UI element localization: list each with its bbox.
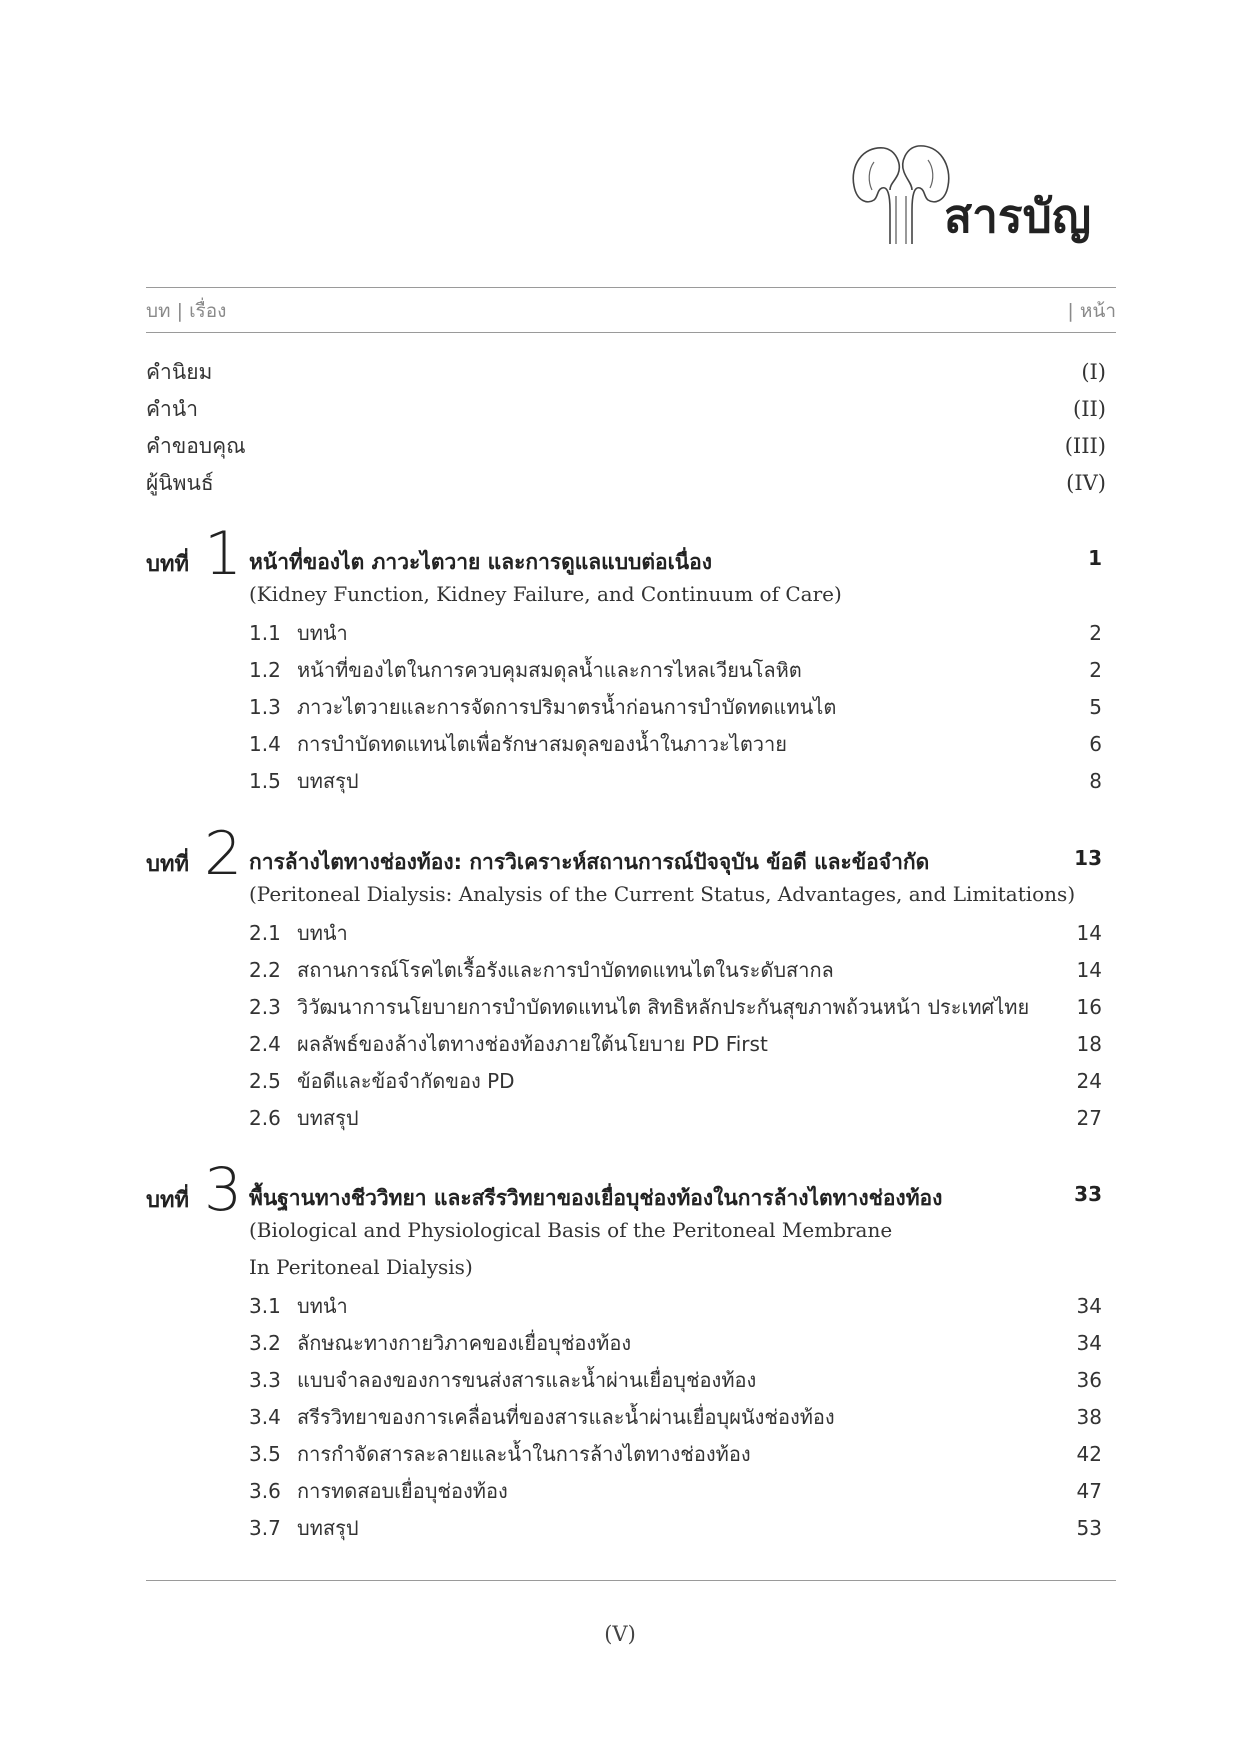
section-number: 2.6 (249, 1106, 281, 1130)
section-number: 2.4 (249, 1032, 281, 1056)
section-number: 2.3 (249, 995, 281, 1019)
section-page: 36 (1076, 1368, 1102, 1392)
chapter-number: 3 (204, 1155, 243, 1225)
toc-section[interactable] (249, 1289, 348, 1323)
chapter-word: บทที่ (146, 1188, 189, 1213)
section-title: การบำบัดทดแทนไตเพื่อรักษาสมดุลของน้ำในภาวะไตวาย (297, 732, 787, 756)
chapter-page: 33 (1074, 1182, 1102, 1206)
section-page: 8 (1089, 769, 1102, 793)
section-number: 3.1 (249, 1294, 281, 1318)
section-title: ลักษณะทางกายวิภาคของเยื่อบุช่องท้อง (297, 1331, 632, 1355)
toc-entry[interactable] (146, 355, 1116, 389)
section-number: 1.5 (249, 769, 281, 793)
section-number: 2.5 (249, 1069, 281, 1093)
toc-section[interactable] (249, 916, 348, 950)
header-top-rule (146, 287, 1116, 288)
chapter-english-title: (Kidney Function, Kidney Failure, and Continuum of Care) (249, 582, 842, 606)
section-title: บทนำ (297, 621, 348, 645)
toc-section[interactable] (249, 764, 359, 798)
section-title: ผลลัพธ์ของล้างไตทางช่องท้องภายใต้นโยบาย PD First (297, 1032, 768, 1056)
toc-entry[interactable] (146, 392, 1116, 426)
chapter-title[interactable]: การล้างไตทางช่องท้อง: การวิเคราะห์สถานการณ์ปัจจุบัน ข้อดี และข้อจำกัด (249, 850, 930, 874)
section-page: 38 (1076, 1405, 1102, 1429)
toc-entry-label: คำนิยม (146, 359, 213, 384)
section-number: 2.1 (249, 921, 281, 945)
section-number: 1.3 (249, 695, 281, 719)
section-page: 2 (1089, 658, 1102, 682)
section-title: ข้อดีและข้อจำกัดของ PD (297, 1069, 515, 1093)
section-title: ภาวะไตวายและการจัดการปริมาตรน้ำก่อนการบำบัดทดแทนไต (297, 695, 837, 719)
toc-section[interactable] (249, 1064, 515, 1098)
section-title: หน้าที่ของไตในการควบคุมสมดุลน้ำและการไหลเวียนโลหิต (297, 658, 802, 682)
chapter-title[interactable]: หน้าที่ของไต ภาวะไตวาย และการดูแลแบบต่อเนื่อง (249, 550, 713, 574)
chapter-page: 13 (1074, 846, 1102, 870)
section-page: 53 (1076, 1516, 1102, 1540)
chapter-word: บทที่ (146, 852, 189, 877)
section-number: 2.2 (249, 958, 281, 982)
section-title: บทนำ (297, 1294, 348, 1318)
section-page: 16 (1076, 995, 1102, 1019)
toc-section[interactable] (249, 1437, 751, 1471)
toc-entry[interactable] (146, 429, 1116, 463)
toc-entry-page: (I) (1081, 360, 1106, 384)
page-title: สารบัญ (944, 189, 1092, 243)
section-page: 18 (1076, 1032, 1102, 1056)
header-left-label: บท | เรื่อง (146, 300, 227, 322)
toc-entry-page: (IV) (1066, 471, 1106, 495)
toc-section[interactable] (249, 990, 1029, 1024)
section-page: 42 (1076, 1442, 1102, 1466)
toc-section[interactable] (249, 1101, 359, 1135)
toc-entry-label: คำขอบคุณ (146, 433, 246, 458)
section-page: 6 (1089, 732, 1102, 756)
section-number: 1.1 (249, 621, 281, 645)
section-page: 47 (1076, 1479, 1102, 1503)
chapter-number: 1 (204, 519, 243, 589)
chapter-number: 2 (204, 819, 243, 889)
section-page: 34 (1076, 1294, 1102, 1318)
section-title: บทนำ (297, 921, 348, 945)
toc-section[interactable] (249, 616, 348, 650)
section-number: 3.2 (249, 1331, 281, 1355)
section-title: สรีรวิทยาของการเคลื่อนที่ของสารและน้ำผ่านเยื่อบุผนังช่องท้อง (297, 1405, 835, 1429)
header-right-label: | หน้า (1067, 300, 1116, 322)
page-title-block (844, 140, 1124, 260)
section-number: 3.6 (249, 1479, 281, 1503)
section-title: การกำจัดสารละลายและน้ำในการล้างไตทางช่องท้อง (297, 1442, 751, 1466)
section-number: 3.4 (249, 1405, 281, 1429)
toc-entry-label: คำนำ (146, 396, 198, 421)
toc-section[interactable] (249, 1511, 359, 1545)
section-number: 1.4 (249, 732, 281, 756)
toc-section[interactable] (249, 653, 802, 687)
section-title: วิวัฒนาการนโยบายการบำบัดทดแทนไต สิทธิหลักประกันสุขภาพถ้วนหน้า ประเทศไทย (297, 995, 1030, 1019)
section-title: แบบจำลองของการขนส่งสารและน้ำผ่านเยื่อบุช่องท้อง (297, 1368, 757, 1392)
kidney-icon (844, 140, 954, 250)
section-title: บทสรุป (297, 769, 359, 793)
toc-section[interactable] (249, 1400, 835, 1434)
chapter-english-title: (Biological and Physiological Basis of the Peritoneal Membrane (249, 1218, 893, 1242)
toc-entry[interactable] (146, 466, 1116, 500)
section-page: 14 (1076, 921, 1102, 945)
toc-section[interactable] (249, 727, 787, 761)
toc-section[interactable] (249, 690, 836, 724)
header-bottom-rule (146, 332, 1116, 333)
toc-section[interactable] (249, 1474, 508, 1508)
toc-section[interactable] (249, 953, 834, 987)
section-title: บทสรุป (297, 1106, 359, 1130)
chapter-page: 1 (1088, 546, 1102, 570)
page-number: (V) (604, 1622, 636, 1646)
section-page: 34 (1076, 1331, 1102, 1355)
section-page: 24 (1076, 1069, 1102, 1093)
toc-entry-page: (II) (1073, 397, 1106, 421)
toc-entry-label: ผู้นิพนธ์ (146, 470, 214, 495)
footer-rule (146, 1580, 1116, 1581)
section-page: 14 (1076, 958, 1102, 982)
section-page: 5 (1089, 695, 1102, 719)
toc-section[interactable] (249, 1363, 756, 1397)
section-title: บทสรุป (297, 1516, 359, 1540)
toc-entry-page: (III) (1064, 434, 1106, 458)
chapter-title[interactable]: พื้นฐานทางชีววิทยา และสรีรวิทยาของเยื่อบุช่องท้องในการล้างไตทางช่องท้อง (249, 1186, 943, 1210)
section-number: 3.3 (249, 1368, 281, 1392)
chapter-word: บทที่ (146, 552, 189, 577)
section-number: 3.5 (249, 1442, 281, 1466)
section-title: สถานการณ์โรคไตเรื้อรังและการบำบัดทดแทนไตในระดับสากล (297, 958, 834, 982)
toc-section[interactable] (249, 1027, 768, 1061)
section-page: 27 (1076, 1106, 1102, 1130)
chapter-english-title: (Peritoneal Dialysis: Analysis of the Current Status, Advantages, and Limitations) (249, 882, 1076, 906)
chapter-english-title-cont: In Peritoneal Dialysis) (249, 1255, 473, 1279)
section-number: 3.7 (249, 1516, 281, 1540)
section-title: การทดสอบเยื่อบุช่องท้อง (297, 1479, 508, 1503)
section-number: 1.2 (249, 658, 281, 682)
toc-section[interactable] (249, 1326, 631, 1360)
section-page: 2 (1089, 621, 1102, 645)
